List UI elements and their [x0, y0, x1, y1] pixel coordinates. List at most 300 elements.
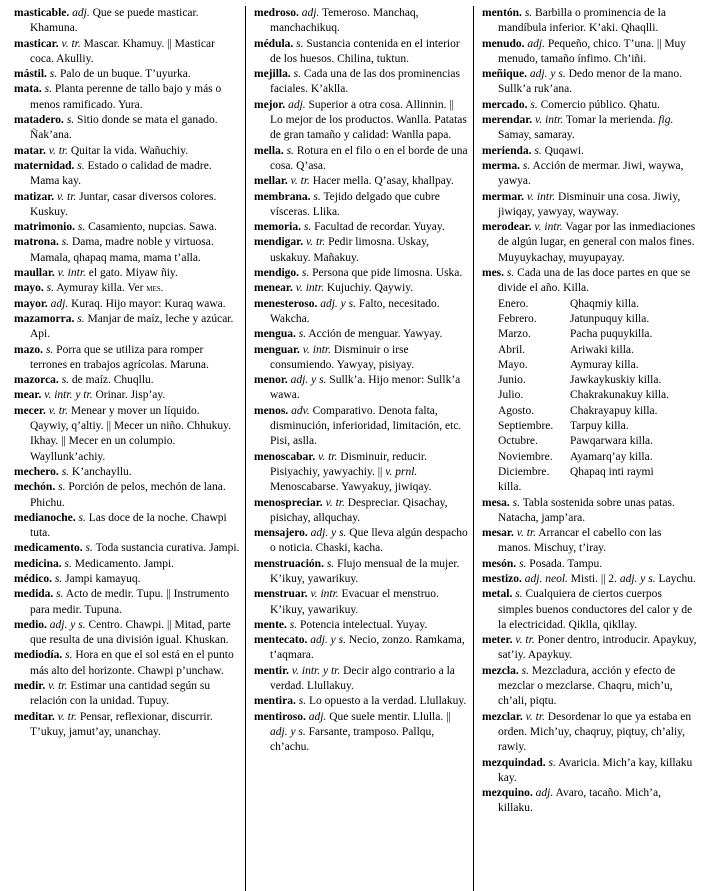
definition: Avaro, tacaño. Mich’a, killaku.	[498, 787, 661, 815]
grammar-label: s.	[548, 756, 556, 769]
dictionary-entry	[254, 67, 468, 98]
headword: médula.	[254, 37, 294, 50]
headword: menudo.	[482, 37, 525, 50]
grammar-label: adj. y s.	[49, 618, 86, 631]
definition: Porción de pelos, mechón de lana. Phichu.	[30, 481, 226, 509]
grammar-label: s.	[64, 557, 72, 570]
headword: medianoche.	[14, 511, 76, 524]
headword: maullar.	[14, 267, 55, 280]
dictionary-entry	[482, 67, 697, 98]
dictionary-entry	[254, 144, 468, 175]
month-row	[498, 297, 697, 312]
grammar-label: s.	[522, 159, 531, 172]
dictionary-entry	[14, 312, 240, 343]
dictionary-entry	[482, 144, 697, 159]
dictionary-entry	[482, 266, 697, 297]
headword: menstruar.	[254, 588, 308, 601]
headword: mejor.	[254, 98, 286, 111]
definition: Medicamento. Jampi.	[74, 557, 175, 570]
headword: mechero.	[14, 465, 59, 478]
grammar-label: adj. y s.	[529, 68, 566, 81]
grammar-label: v. intr.	[57, 267, 86, 280]
dictionary-entry	[14, 67, 240, 82]
grammar-label: v. tr.	[48, 404, 68, 417]
definition: Misti. || 2.	[570, 572, 617, 585]
headword: meter.	[482, 634, 513, 647]
dictionary-entry	[482, 633, 697, 664]
dictionary-entry	[14, 266, 240, 281]
headword: menoscabar.	[254, 450, 316, 463]
definition: Mezcladura, acción y efecto de mezclar o mezclarse. Chaqru, mich’u, ch’ali, piqtu.	[498, 664, 676, 708]
grammar-label: s.	[61, 465, 70, 478]
dictionary-entry	[254, 98, 468, 144]
month-name: Septiembre.	[498, 420, 554, 433]
grammar-label: s.	[78, 511, 86, 524]
dictionary-entry	[14, 511, 240, 542]
headword: mes.	[482, 267, 505, 280]
month-name: Mayo.	[498, 358, 528, 371]
dictionary-entry	[254, 266, 468, 281]
dictionary-entry	[14, 343, 240, 374]
dictionary-entry	[14, 480, 240, 511]
grammar-label: v. intr.	[302, 343, 331, 356]
definition: Dama, madre noble y virtuosa. Mamala, qhapaq mama, mama t’alla.	[30, 236, 214, 264]
dictionary-entry	[482, 710, 697, 756]
month-row	[498, 434, 697, 449]
definition: Poner dentro, introducir. Apaykuy, sat’iy. Apaykuy.	[498, 634, 697, 662]
definition: Que suele mentir. Llulla. ||	[329, 710, 451, 723]
definition: Despreciar. Qisachay, pisichay, allquchay.	[270, 496, 448, 524]
grammar-label: s.	[298, 328, 307, 341]
month-quechua: Pacha puquykilla.	[570, 328, 653, 341]
headword: maternidad.	[14, 159, 75, 172]
definition: Arrancar el cabello con las manos. Mischuy, t’iray.	[498, 527, 662, 555]
column-3	[474, 6, 701, 891]
dictionary-entry	[254, 587, 468, 618]
grammar-label: s.	[49, 68, 58, 81]
definition: Menear y mover un líquido. Qaywiy, q’altiy. || Mecer un niño. Chhukuy. Ikhay. || Mecer en un columpio. Wayllunk’achiy.	[30, 404, 232, 463]
definition: Las doce de la noche. Chawpi tuta.	[30, 511, 227, 540]
month-row	[498, 419, 697, 434]
headword: mecer.	[14, 404, 46, 417]
dictionary-entry	[254, 174, 468, 189]
headword: matadero.	[14, 114, 64, 127]
headword: mazorca.	[14, 374, 59, 387]
month-name: Abril.	[498, 343, 526, 356]
dictionary-entry	[254, 618, 468, 633]
headword: mesa.	[482, 496, 510, 509]
grammar-label: v. tr.	[48, 144, 68, 157]
grammar-label: adj.	[527, 37, 545, 50]
definition: de maíz. Chuqllu.	[71, 374, 154, 387]
month-row	[498, 450, 697, 465]
grammar-label: s.	[44, 83, 53, 96]
headword: meditar.	[14, 710, 55, 723]
month-table	[498, 297, 697, 496]
definition: Cualquiera de ciertos cuerpos simples buenos conductores del calor y de la electricidad. Qiklla, qikllay.	[498, 588, 693, 631]
grammar-label: s.	[77, 221, 86, 234]
grammar-label: s.	[301, 267, 310, 280]
definition: Facultad de recordar. Yuyay.	[314, 221, 445, 234]
headword: merienda.	[482, 144, 532, 157]
headword: medicamento.	[14, 542, 83, 555]
column-1	[14, 6, 245, 891]
grammar-label: v. intr.	[295, 282, 324, 295]
month-row	[498, 343, 697, 358]
dictionary-entry	[254, 710, 468, 756]
grammar-label: v. tr.	[318, 450, 338, 463]
grammar-label: s.	[85, 542, 93, 555]
headword: merma.	[482, 159, 520, 172]
grammar-label: fig.	[658, 114, 674, 127]
definition: Kujuchiy. Qaywiy.	[326, 282, 414, 295]
headword: merendar.	[482, 114, 533, 127]
headword: mella.	[254, 144, 284, 157]
grammar-label: v. tr.	[305, 236, 326, 249]
grammar-label: s.	[46, 282, 54, 295]
dictionary-entry	[254, 190, 468, 221]
definition: Hora en que el sol está en el punto más alto del horizonte. Chawpi p’unchaw.	[30, 649, 234, 677]
headword: menesteroso.	[254, 297, 318, 310]
definition: Sustancia contenida en el interior de los huesos. Chilina, tuktun.	[270, 37, 460, 65]
month-name: Agosto.	[498, 404, 535, 417]
definition: Acción de menguar. Yawyay.	[308, 328, 443, 341]
headword: mentir.	[254, 664, 290, 677]
definition: Comercio público. Qhatu.	[540, 98, 661, 111]
column-2	[246, 6, 473, 891]
definition: Casamiento, nupcias. Sawa.	[88, 221, 217, 234]
headword: medio.	[14, 618, 47, 631]
headword: medida.	[14, 588, 54, 601]
headword: matizar.	[14, 190, 55, 203]
grammar-label: s.	[534, 144, 542, 157]
month-name: Junio.	[498, 374, 526, 387]
definition: Orinar. Jisp’ay.	[95, 389, 166, 402]
headword: mendigar.	[254, 236, 304, 249]
dictionary-entry	[254, 235, 468, 266]
definition: Dedo menor de la mano. Sullk’a ruk’ana.	[498, 68, 682, 96]
definition: Estado o calidad de madre. Mama kay.	[30, 159, 212, 188]
grammar-label: s.	[326, 557, 335, 570]
dictionary-entry	[14, 587, 240, 618]
grammar-label: v. intr.	[526, 190, 556, 203]
grammar-label: s.	[45, 343, 54, 356]
headword: mesón.	[482, 557, 517, 570]
month-quechua: Ayamarq’ay killa.	[570, 450, 653, 463]
grammar-label: v. tr.	[57, 190, 77, 203]
dictionary-entry	[254, 220, 468, 235]
dictionary-entry	[254, 557, 468, 588]
grammar-label: s.	[293, 68, 301, 81]
definition: Sitio donde se mata el ganado. Ñak’ana.	[30, 114, 218, 142]
month-row	[498, 404, 697, 419]
cross-reference: mes.	[146, 283, 164, 295]
dictionary-entry	[14, 373, 240, 388]
headword: masticable.	[14, 7, 70, 19]
headword: medicina.	[14, 557, 62, 570]
dictionary-entry	[14, 6, 240, 37]
grammar-label: adj.	[288, 98, 306, 111]
dictionary-entry	[14, 235, 240, 266]
grammar-label: v. tr.	[61, 37, 81, 50]
grammar-label: adj.	[72, 7, 90, 19]
grammar-label: adj.	[535, 787, 554, 800]
month-quechua: Tarpuy killa.	[570, 420, 629, 433]
definition: Cada una de las doce partes en que se divide el año. Killa.	[498, 267, 691, 295]
definition: Toda sustancia curativa. Jampi.	[95, 542, 240, 555]
grammar-label: adj.	[50, 297, 69, 310]
dictionary-entry	[254, 297, 468, 328]
definition: Aymuray killa. Ver	[56, 282, 144, 295]
dictionary-entry	[14, 648, 240, 679]
month-quechua: Chakrayapuy killa.	[570, 404, 658, 417]
headword: menear.	[254, 282, 293, 295]
dictionary-entry	[14, 557, 240, 572]
dictionary-entry	[254, 450, 468, 496]
dictionary-entry	[482, 159, 697, 190]
grammar-label: s.	[519, 557, 527, 570]
grammar-label: s.	[512, 496, 521, 509]
grammar-label: v. tr.	[525, 710, 545, 723]
month-quechua: Chakrakunakuy killa.	[570, 389, 670, 402]
definition: Rotura en el filo o en el borde de una cosa. Q’asa.	[270, 144, 468, 172]
headword: matrona.	[14, 236, 59, 249]
month-quechua: Qhaqmiy killa.	[570, 297, 639, 310]
definition: Sullk’a. Hijo menor: Sullk’a wawa.	[270, 374, 461, 402]
definition: Quitar la vida. Wañuchiy.	[70, 144, 189, 157]
grammar-label: v. tr.	[290, 175, 310, 188]
definition: Palo de un buque. T’uyurka.	[60, 68, 191, 81]
definition: Disminuir, reducir. Pisiyachiy, yawyachiy. ||	[270, 450, 427, 478]
grammar-label: adj. y s.	[290, 374, 327, 387]
dictionary-entry	[482, 756, 697, 787]
grammar-label: s.	[77, 312, 85, 325]
headword: mechón.	[14, 481, 56, 494]
grammar-label: s.	[66, 114, 75, 127]
grammar-label: s.	[296, 37, 304, 50]
dictionary-entry	[254, 281, 468, 296]
definition: Comparativo. Denota falta, disminución, inferioridad, limitación, etc. Pisi, aslla.	[270, 404, 462, 448]
definition: Quqawi.	[544, 144, 584, 157]
month-quechua: Jawkaykuskiy killa.	[570, 374, 662, 387]
grammar-label: s.	[61, 236, 70, 249]
definition: Planta perenne de tallo bajo y más o menos ramificado. Yura.	[30, 83, 222, 111]
grammar-label: s.	[524, 7, 533, 19]
headword: mástil.	[14, 68, 47, 81]
definition: Vagar por las inmediaciones de algún lugar, en general con malos fines. Muyuykachay, muyupayay.	[498, 221, 696, 264]
definition: Flujo mensual de la mujer. K’ikuy, yawarikuy.	[270, 557, 460, 585]
headword: mazo.	[14, 343, 44, 356]
definition: Laychu.	[658, 572, 696, 585]
headword: mayo.	[14, 282, 44, 295]
grammar-label: v. intr.	[535, 114, 564, 127]
definition: Estimar una cantidad según su relación con la unidad. Tupuy.	[30, 680, 211, 708]
dictionary-entry	[482, 557, 697, 572]
headword: mendigo.	[254, 267, 300, 280]
definition: Acción de mermar. Jiwi, waywa, yawya.	[498, 159, 684, 188]
headword: mellar.	[254, 175, 288, 188]
definition: Pensar, reflexionar, discurrir. T’ukuy, jamut’ay, unanchay.	[30, 710, 213, 738]
headword: mezcla.	[482, 664, 519, 677]
headword: mentecato.	[254, 634, 308, 647]
definition: Mascar. Khamuy. || Masticar coca. Akulliy.	[30, 37, 215, 65]
grammar-label: s.	[313, 190, 321, 203]
headword: mermar.	[482, 190, 525, 203]
grammar-label: v. intr. y tr.	[44, 389, 93, 402]
headword: menospreciar.	[254, 496, 323, 509]
definition: Tomar la merienda.	[565, 114, 656, 127]
dictionary-entry	[254, 633, 468, 664]
month-row	[498, 373, 697, 388]
dictionary-entry	[254, 327, 468, 342]
grammar-label: adj. y s.	[310, 527, 347, 540]
dictionary-entry	[14, 82, 240, 113]
headword: mazamorra.	[14, 312, 75, 325]
month-quechua: Qhapaq inti raymi	[570, 465, 654, 478]
dictionary-entry	[14, 281, 240, 296]
dictionary-entry	[14, 679, 240, 710]
dictionary-entry	[14, 618, 240, 649]
grammar-label: s.	[515, 588, 523, 601]
headword: merodear.	[482, 221, 532, 234]
grammar-label: v. prnl.	[385, 465, 418, 478]
definition: Disminuir o irse consumiendo. Yawyay, pisiyay.	[270, 343, 415, 371]
month-row	[498, 388, 697, 403]
dictionary-entry	[14, 388, 240, 403]
definition: K’anchayllu.	[71, 465, 132, 478]
dictionary-entry	[14, 572, 240, 587]
grammar-label: s.	[77, 159, 85, 172]
grammar-label: s.	[65, 649, 73, 662]
definition: Tejido delgado que cubre vísceras. Llika.	[270, 190, 440, 218]
dictionary-entry	[14, 404, 240, 465]
headword: mayor.	[14, 297, 48, 310]
headword: matrimonio.	[14, 221, 76, 234]
definition: Tabla sostenida sobre unas patas. Natacha, jamp’ara.	[498, 496, 675, 524]
grammar-label: s.	[298, 695, 307, 708]
grammar-label: adj. y s.	[619, 572, 656, 585]
headword: membrana.	[254, 190, 311, 203]
headword: mengua.	[254, 328, 296, 341]
headword: mezclar.	[482, 710, 523, 723]
dictionary-entry	[254, 496, 468, 527]
definition: Temeroso. Manchaq, manchachikuq.	[270, 7, 419, 35]
headword: menos.	[254, 404, 289, 417]
headword: medir.	[14, 680, 46, 693]
grammar-label: v. intr. y tr.	[291, 664, 341, 677]
headword: metal.	[482, 588, 513, 601]
dictionary-entry	[14, 541, 240, 556]
grammar-label: v. intr.	[310, 588, 339, 601]
dictionary-entry	[482, 6, 697, 37]
definition: Evacuar el menstruo. K’ikuy, yawarikuy.	[270, 588, 439, 616]
dictionary-entry	[254, 404, 468, 450]
dictionary-entry	[14, 297, 240, 312]
definition: Cada una de las dos prominencias faciales. K’aklla.	[270, 68, 461, 96]
dictionary-entry	[254, 37, 468, 68]
month-quechua: Aymuray killa.	[570, 358, 639, 371]
dictionary-entry	[14, 710, 240, 741]
dictionary-entry	[254, 6, 468, 37]
headword: menstruación.	[254, 557, 324, 570]
dictionary-entry	[482, 786, 697, 817]
dictionary-entry	[254, 373, 468, 404]
month-row	[498, 312, 697, 327]
dictionary-entry	[14, 220, 240, 235]
headword: mediodía.	[14, 649, 63, 662]
grammar-label: s.	[58, 481, 66, 494]
definition: Menoscabarse. Yawyakuy, jiwiqay.	[270, 481, 432, 494]
definition: Centro. Chawpi. || Mitad, parte que resulta de una división igual. Khuskan.	[30, 618, 231, 647]
dictionary-entry	[254, 526, 468, 557]
definition: Pequeño, chico. T’una. || Muy menudo, tamaño ínfimo. Ch’iñi.	[498, 37, 687, 65]
headword: médico.	[14, 572, 53, 585]
month-table-tail: killa.	[498, 481, 522, 494]
definition: Falto, necesitado. Wakcha.	[270, 297, 440, 325]
definition: Necio, zonzo. Ramkama, t’aqmara.	[270, 634, 465, 662]
headword: mata.	[14, 83, 42, 96]
month-name: Noviembre.	[498, 450, 553, 463]
definition: Potencia intelectual. Yuyay.	[300, 618, 428, 631]
grammar-label: s.	[54, 572, 63, 585]
dictionary-entry	[254, 343, 468, 374]
grammar-label: s.	[286, 144, 294, 157]
headword: meñique.	[482, 68, 528, 81]
dictionary-entry	[254, 694, 468, 709]
definition: Manjar de maíz, leche y azúcar. Api.	[30, 312, 234, 341]
definition: Disminuir una cosa. Jiwiy, jiwiqay, yawyay, wayway.	[498, 190, 681, 218]
dictionary-entry	[482, 190, 697, 221]
dictionary-entry	[14, 159, 240, 190]
month-name: Enero.	[498, 297, 529, 310]
definition: Juntar, casar diversos colores. Kuskuy.	[30, 190, 217, 218]
grammar-label: s.	[521, 664, 529, 677]
month-name: Octubre.	[498, 435, 538, 448]
definition: Lo opuesto a la verdad. Llullakuy.	[308, 695, 467, 708]
definition: el gato. Miyaw ñiy.	[88, 267, 178, 280]
grammar-label: adj.	[301, 7, 320, 19]
headword: mesar.	[482, 527, 514, 540]
month-name: Julio.	[498, 389, 524, 402]
month-quechua: Jatunpuquy killa.	[570, 312, 650, 325]
month-quechua: Pawqarwara killa.	[570, 435, 654, 448]
dictionary-entry	[254, 664, 468, 695]
definition: Acto de medir. Tupu. || Instrumento para medir. Tupuna.	[30, 588, 230, 616]
definition: Persona que pide limosna. Uska.	[312, 267, 463, 280]
headword: mentira.	[254, 695, 296, 708]
grammar-label: s.	[303, 221, 312, 234]
definition: Que lleva algún despacho o noticia. Chaski, kacha.	[270, 527, 468, 555]
definition: Que se puede masticar. Khamuna.	[30, 7, 199, 35]
headword: memoria.	[254, 221, 301, 234]
grammar-label: v. tr.	[57, 710, 77, 723]
dictionary-entry	[14, 37, 240, 68]
dictionary-entry	[14, 144, 240, 159]
grammar-label: s.	[530, 98, 538, 111]
headword: masticar.	[14, 37, 59, 50]
month-row	[498, 327, 697, 342]
grammar-label: s.	[289, 618, 298, 631]
definition: Posada. Tampu.	[529, 557, 603, 570]
definition: Kuraq. Hijo mayor: Kuraq wawa.	[71, 297, 226, 310]
month-name: Marzo.	[498, 328, 531, 341]
month-name: Diciembre.	[498, 465, 550, 478]
grammar-label: s.	[61, 374, 70, 387]
grammar-label: adj.	[308, 710, 327, 723]
headword: mercado.	[482, 98, 528, 111]
dictionary-entry	[482, 526, 697, 557]
dictionary-entry	[482, 98, 697, 113]
